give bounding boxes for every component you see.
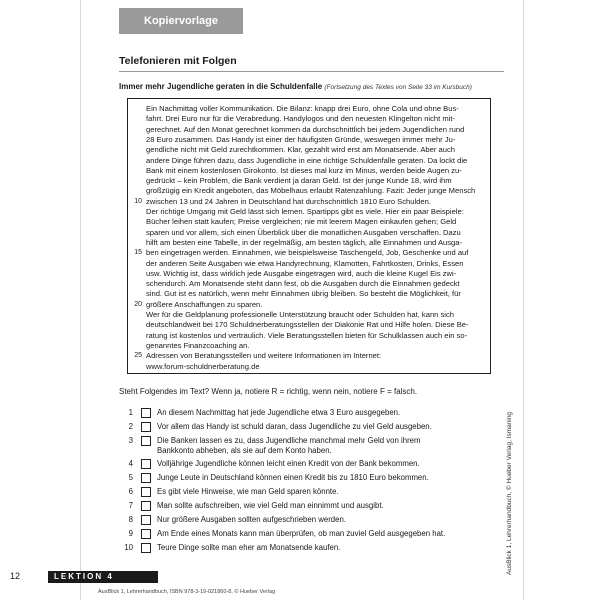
- line-text: Bank mit einem kostenlosen Girokonto. Ist dieses mal kurz im Minus, werden beide Augen zu-: [146, 165, 462, 175]
- subtitle-note: (Fortsetzung des Textes von Seite 33 im Kursbuch): [324, 84, 472, 91]
- line-text: Wer für die Geldplanung professionelle Unterstützung braucht oder Schulden hat, kann sich: [146, 310, 455, 319]
- title-divider: [119, 71, 504, 72]
- line-text: genanntes Finanzcoaching an.: [146, 340, 250, 350]
- line-text: sind. Gut ist es natürlich, wenn mehr Einnahmen übrig bleiben. So besteht die Möglichkeit, für: [146, 289, 461, 299]
- statement-text: Am Ende eines Monats kann man überprüfen, ob man zuviel Geld ausgegeben hat.: [157, 529, 446, 538]
- statement-item: [119, 501, 499, 515]
- statement-text: Junge Leute in Deutschland können einen Kredit bis zu 1810 Euro bekommen.: [157, 473, 429, 482]
- article-line: [146, 104, 484, 113]
- statement-number: 7: [128, 501, 133, 510]
- article-line: [146, 156, 484, 165]
- statement-text: Vor allem das Handy ist schuld daran, dass Jugendliche zu viel Geld ausgeben.: [157, 422, 432, 431]
- statement-item: [119, 408, 499, 422]
- article-line: [146, 186, 484, 195]
- subtitle: [119, 82, 472, 91]
- line-text: andere Dinge führen dazu, dass Jugendliche in eine richtige Schuldenfalle geraten. Da lockt die: [146, 155, 468, 165]
- statement-text: Nur größere Ausgaben sollten aufgeschrieben werden.: [157, 515, 346, 524]
- answer-checkbox[interactable]: [141, 501, 151, 511]
- statement-text: An diesem Nachmittag hat jede Jugendliche etwa 3 Euro ausgegeben.: [157, 408, 401, 417]
- article-line: [146, 176, 484, 185]
- article-line: [146, 145, 484, 154]
- article-line: [146, 114, 484, 123]
- line-text: großzügig ein Kredit angeboten, das Möbelhaus erlaubt Ratenzahlung. Fazit: Jeder junge Mensch: [146, 186, 476, 196]
- article-line: [146, 362, 484, 371]
- article-line: [146, 238, 484, 247]
- article-line: [146, 259, 484, 268]
- answer-checkbox[interactable]: [141, 436, 151, 446]
- line-text: gerechnet. Auf den Monat gerechnet kommen da durchschnittlich bei jedem Jugendlichen rund: [146, 124, 465, 134]
- article-line: [146, 135, 484, 144]
- article-line: [146, 341, 484, 350]
- line-text: deutschlandweit bei 170 Schuldnerberatungsstellen der Diakonie Rat und Hilfe holen. Diese Be-: [146, 320, 469, 330]
- answer-checkbox[interactable]: [141, 487, 151, 497]
- line-text: usw. Wichtig ist, dass wirklich jede Ausgabe eingetragen wird, auch die kleine Kugel Eis zwi-: [146, 268, 457, 278]
- answer-checkbox[interactable]: [141, 473, 151, 483]
- article-line: [134, 299, 484, 309]
- line-text: sparen und vor allem, sich einen Überblick über die monatlichen Ausgaben verschaffen. Dazu: [146, 227, 461, 237]
- answer-checkbox[interactable]: [141, 459, 151, 469]
- statement-item: [119, 422, 499, 436]
- line-text: zwischen 13 und 24 Jahren in Deutschland hat durchschnittlich 1810 Euro Schulden.: [146, 196, 431, 206]
- line-number: 10: [134, 197, 142, 205]
- line-text: Bücher leihen statt kaufen; Preise vergleichen; nie mit leerem Magen einkaufen gehen; Geld: [146, 217, 457, 227]
- article-line: [134, 196, 484, 206]
- article-line: [146, 289, 484, 298]
- statement-text: Teure Dinge sollte man eher am Monatsende kaufen.: [157, 543, 341, 552]
- line-text: Adressen von Beratungsstellen und weitere Informationen im Internet:: [146, 351, 382, 361]
- line-text: hilft am besten eine Tabelle, in der regelmäßig, am besten täglich, alle Einnahmen und Ausga-: [146, 237, 463, 247]
- article-line: [134, 351, 484, 361]
- line-text: ben eingetragen werden. Einnahmen, wie beispielsweise Taschengeld, Job, Geschenke und auf: [146, 248, 469, 258]
- page-title: Telefonieren mit Folgen: [119, 55, 237, 67]
- article-line: [146, 228, 484, 237]
- statement-item: [119, 473, 499, 487]
- answer-checkbox[interactable]: [141, 529, 151, 539]
- line-text: schendurch. Am Monatsende steht dann fest, ob die Ausgaben durch die Einnahmen gedeckt: [146, 279, 460, 289]
- article-line: [146, 207, 484, 216]
- line-text: größere Anschaffungen zu sparen.: [146, 299, 263, 309]
- line-text: gendliche nicht mit Geld zurechtkommen. Klar, gezahlt wird erst am Monatsende. Aber auch: [146, 145, 455, 155]
- lektion-label: LEKTION 4: [48, 571, 158, 583]
- statement-number: 5: [128, 473, 133, 482]
- worksheet-page: [80, 0, 524, 600]
- statement-number: 8: [128, 515, 133, 524]
- statement-number: 9: [128, 529, 133, 538]
- article-line: [146, 310, 484, 319]
- article-line: [146, 166, 484, 175]
- statement-item: [119, 515, 499, 529]
- statement-number: 1: [128, 408, 133, 417]
- page-number: 12: [10, 571, 21, 581]
- statement-number: 6: [128, 487, 133, 496]
- statement-text: Es gibt viele Hinweise, wie man Geld sparen könnte.: [157, 487, 339, 496]
- statement-item: [119, 487, 499, 501]
- article-line: [146, 279, 484, 288]
- exercise-instruction: Steht Folgendes im Text? Wenn ja, notiere R = richtig, wenn nein, notiere F = falsch.: [119, 387, 418, 396]
- statement-item: [119, 459, 499, 473]
- statement-item: [119, 543, 499, 557]
- answer-checkbox[interactable]: [141, 515, 151, 525]
- article-line: [146, 217, 484, 226]
- statement-item: [119, 529, 499, 543]
- line-text: www.forum-schuldnerberatung.de: [146, 361, 260, 371]
- line-number: 20: [134, 300, 142, 308]
- statement-number: 4: [128, 459, 133, 468]
- line-text: der anderen Seite Ausgaben wie etwa Handyrechnung, Klamotten, Fahrtkosten, Drinks, Essen: [146, 258, 464, 268]
- article-line: [146, 331, 484, 340]
- copyright-side-note: AusBlick 1, Lehrerhandbuch, © Hueber Verlag, Ismaning: [506, 411, 513, 575]
- line-text: ratung ist kostenlos und vertraulich. Viele Beratungsstellen bieten für Schulklassen auch ein so-: [146, 330, 468, 340]
- line-text: 28 Euro zusammen. Das Handy ist einer der häufigsten Gründe, weswegen immer mehr Ju-: [146, 134, 456, 144]
- statement-number: 3: [128, 436, 133, 445]
- article-line: [146, 269, 484, 278]
- article-text-box: [127, 98, 491, 374]
- line-text: gedrückt – kein Problem, die Bank verdient ja daran Geld. Ist der junge Kunde 18, wird ihm: [146, 176, 452, 186]
- kopiervorlage-badge: Kopiervorlage: [119, 8, 243, 34]
- answer-checkbox[interactable]: [141, 543, 151, 553]
- statement-text: Man sollte aufschreiben, wie viel Geld man einnimmt und ausgibt.: [157, 501, 384, 510]
- article-line: [146, 320, 484, 329]
- answer-checkbox[interactable]: [141, 408, 151, 418]
- line-text: Der richtige Umgang mit Geld lässt sich lernen. Spartipps gibt es viele. Hier ein paar Beispiele:: [146, 207, 464, 216]
- line-number: 15: [134, 249, 142, 257]
- line-text: fahrt. Drei Euro nur für die Verabredung. Handylogos und den neuesten Klingelton nicht mit-: [146, 114, 455, 124]
- line-number: 25: [134, 352, 142, 360]
- statement-text: Volljährige Jugendliche können leicht einen Kredit von der Bank bekommen.: [157, 459, 420, 468]
- article-line: [146, 125, 484, 134]
- statement-text: Die Banken lassen es zu, dass Jugendliche manchmal mehr Geld von ihrem Bankkonto abheben, als sie auf dem Konto haben.: [157, 436, 421, 455]
- statement-number: 10: [124, 543, 133, 552]
- footer-credits: AusBlick 1, Lehrerhandbuch, ISBN 978-3-19-021860-8, © Hueber Verlag: [98, 589, 276, 595]
- line-text: Ein Nachmittag voller Kommunikation. Die Bilanz: knapp drei Euro, ohne Cola und ohne Bus-: [146, 104, 459, 113]
- statement-item: [119, 436, 499, 455]
- answer-checkbox[interactable]: [141, 422, 151, 432]
- statement-number: 2: [128, 422, 133, 431]
- article-line: [134, 248, 484, 258]
- subtitle-main: Immer mehr Jugendliche geraten in die Schuldenfalle: [119, 82, 323, 91]
